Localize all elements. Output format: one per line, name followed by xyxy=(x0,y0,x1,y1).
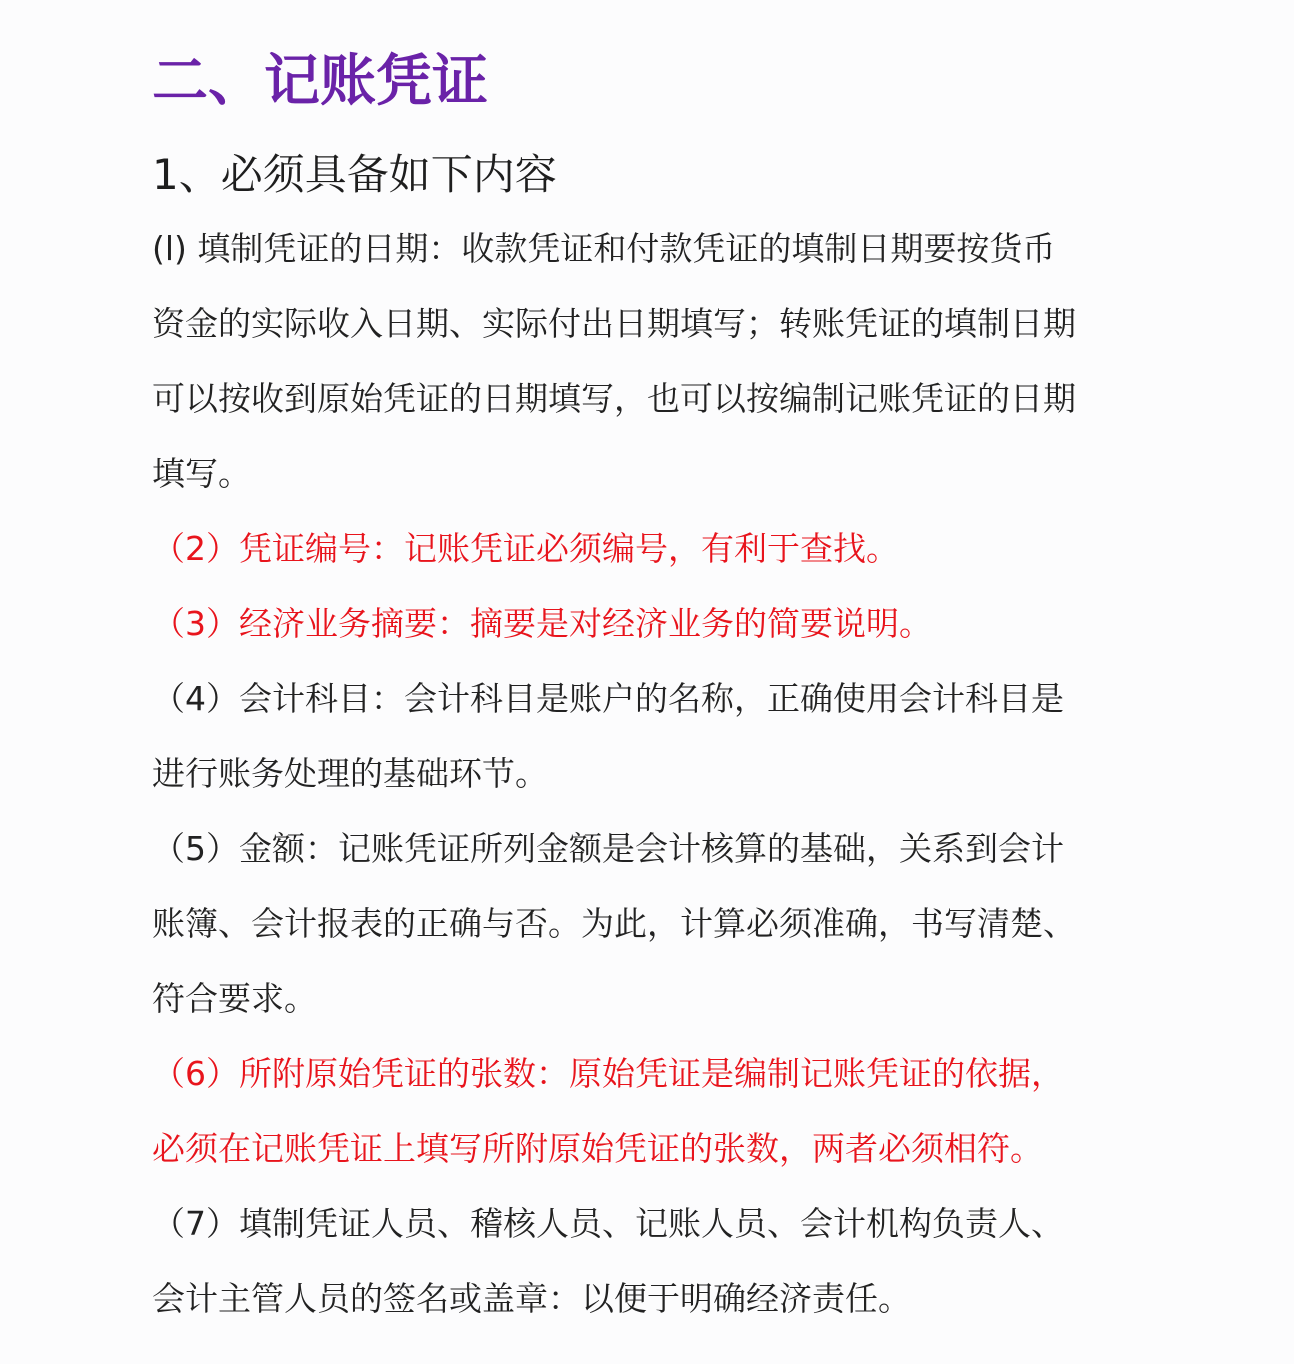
list-item xyxy=(152,586,1152,661)
paragraph-line: （4）会计科目：会计科目是账户的名称，正确使用会计科目是 xyxy=(152,679,1064,718)
list-item xyxy=(152,1036,1152,1186)
paragraph-line: 可以按收到原始凭证的日期填写，也可以按编制记账凭证的日期 xyxy=(152,379,1076,418)
paragraph-line: （3）经济业务摘要：摘要是对经济业务的简要说明。 xyxy=(152,604,932,643)
subsection-title: 1、必须具备如下内容 xyxy=(152,150,557,199)
paragraph-line: 进行账务处理的基础环节。 xyxy=(152,754,548,793)
paragraph-line: (l) 填制凭证的日期：收款凭证和付款凭证的填制日期要按货币 xyxy=(152,229,1056,268)
list-item xyxy=(152,661,1152,811)
list-item xyxy=(152,211,1152,511)
paragraph-line: 会计主管人员的签名或盖章：以便于明确经济责任。 xyxy=(152,1279,911,1318)
paragraph-line: （5）金额：记账凭证所列金额是会计核算的基础，关系到会计 xyxy=(152,829,1064,868)
paragraph-line: （7）填制凭证人员、稽核人员、记账人员、会计机构负责人、 xyxy=(152,1204,1064,1243)
paragraph-line: 填写。 xyxy=(152,454,251,493)
list-item xyxy=(152,1186,1152,1336)
content-body xyxy=(152,211,1152,1336)
paragraph-line: 账簿、会计报表的正确与否。为此，计算必须准确，书写清楚、 xyxy=(152,904,1076,943)
paragraph-line: （2）凭证编号：记账凭证必须编号，有利于查找。 xyxy=(152,529,899,568)
list-item xyxy=(152,511,1152,586)
section-title: 二、记账凭证 xyxy=(152,49,488,114)
paragraph-line: 资金的实际收入日期、实际付出日期填写；转账凭证的填制日期 xyxy=(152,304,1076,343)
list-item xyxy=(152,811,1152,1036)
paragraph-line: （6）所附原始凭证的张数：原始凭证是编制记账凭证的依据， xyxy=(152,1054,1064,1093)
paragraph-line: 符合要求。 xyxy=(152,979,317,1018)
paragraph-line: 必须在记账凭证上填写所附原始凭证的张数，两者必须相符。 xyxy=(152,1129,1043,1168)
